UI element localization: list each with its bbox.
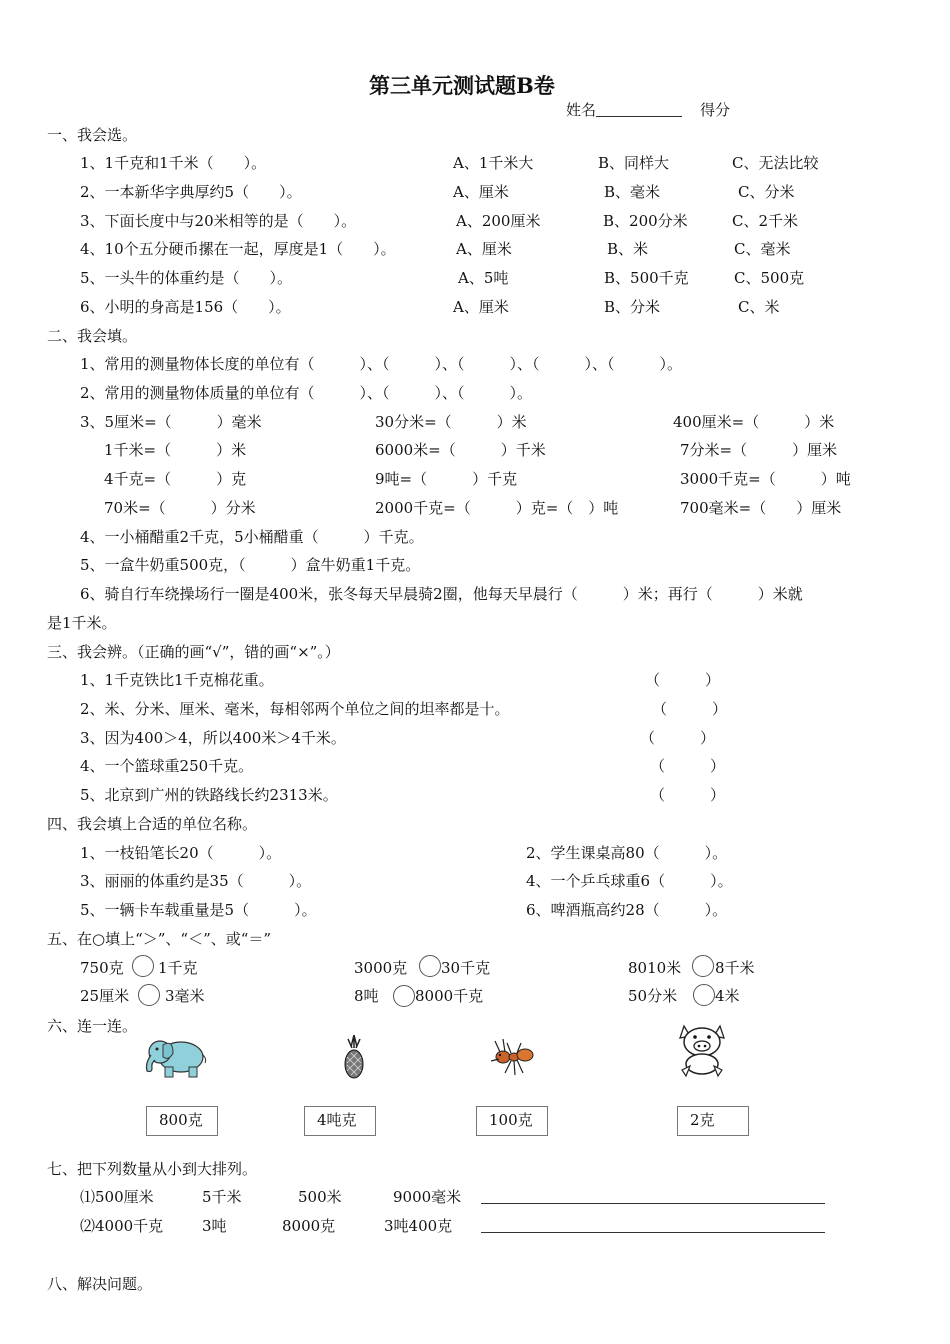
section-4-heading: 四、我会填上合适的单位名称。 (47, 815, 258, 833)
s5-r1c-right: 8千米 (715, 959, 755, 977)
s1-q4-c[interactable]: C、毫米 (734, 240, 791, 258)
s4-q6: 6、啤酒瓶高约28（ ）。 (526, 901, 728, 919)
s4-q2: 2、学生课桌高80（ ）。 (526, 844, 728, 862)
s3-q5-answer[interactable]: （ ） (650, 786, 726, 804)
s5-r1a-right: 1千克 (158, 959, 198, 977)
s5-r1b-right: 30千克 (441, 959, 491, 977)
s2-grid-r3c2: 9吨=（ ）千克 (375, 470, 518, 488)
s3-q5: 5、北京到广州的铁路线长约2313米。 (80, 786, 338, 804)
s7-r1-item2: 5千米 (202, 1188, 242, 1206)
compare-circle[interactable] (419, 955, 441, 977)
compare-circle[interactable] (132, 955, 154, 977)
page-title: 第三单元测试题B卷 (369, 73, 555, 98)
s5-r2c-left: 50分米 (628, 987, 678, 1005)
section-1-heading: 一、我会选。 (47, 126, 138, 144)
s4-q5: 5、一辆卡车载重量是5（ ）。 (80, 901, 317, 919)
s3-q1-answer[interactable]: （ ） (645, 671, 721, 689)
s1-q3-a[interactable]: A、200厘米 (456, 212, 541, 230)
s1-q4-b[interactable]: B、米 (607, 240, 649, 258)
s5-r1b-left: 3000克 (354, 959, 408, 977)
s7-r1-answer-line[interactable] (481, 1203, 825, 1204)
s2-grid-r3c3: 3000千克=（ ）吨 (680, 470, 851, 488)
s5-r2b-left: 8吨 (354, 987, 379, 1005)
s2-grid-r1c1: 3、5厘米=（ ）毫米 (80, 413, 262, 431)
s3-q2-answer[interactable]: （ ） (652, 700, 728, 718)
s1-q4: 4、10个五分硬币摞在一起，厚度是1（ ）。 (80, 240, 396, 258)
s1-q1-a[interactable]: A、1千米大 (453, 154, 534, 172)
s1-q3-b[interactable]: B、200分米 (603, 212, 688, 230)
s2-q1: 1、常用的测量物体长度的单位有（ ）、（ ）、（ ）、（ ）、（ ）。 (80, 355, 683, 373)
weight-box-800g[interactable]: 800克 (146, 1106, 218, 1136)
s3-q4-answer[interactable]: （ ） (650, 757, 726, 775)
s2-q2: 2、常用的测量物体质量的单位有（ ）、（ ）、（ ）。 (80, 384, 533, 402)
s7-r1-item3: 500米 (298, 1188, 342, 1206)
s4-q3: 3、丽丽的体重约是35（ ）。 (80, 872, 312, 890)
weight-box-4t[interactable]: 4吨克 (304, 1106, 376, 1136)
s2-grid-r4c3: 700毫米=（ ）厘米 (680, 499, 842, 517)
s2-grid-r1c3: 400厘米=（ ）米 (673, 413, 835, 431)
s5-r1a-left: 750克 (80, 959, 124, 977)
s1-q5-a[interactable]: A、5吨 (458, 269, 509, 287)
s1-q5: 5、一头牛的体重约是（ ）。 (80, 269, 293, 287)
s7-r2-item3: 8000克 (282, 1217, 336, 1235)
s1-q6: 6、小明的身高是156（ ）。 (80, 298, 291, 316)
s3-q1: 1、1千克铁比1千克棉花重。 (80, 671, 274, 689)
s2-q4: 4、一小桶醋重2千克，5小桶醋重（ ）千克。 (80, 528, 424, 546)
s2-grid-r2c1: 1千米=（ ）米 (104, 441, 247, 459)
s1-q5-b[interactable]: B、500千克 (604, 269, 689, 287)
s2-grid-r4c1: 70米=（ ）分米 (104, 499, 256, 517)
s4-q4: 4、一个乒乓球重6（ ）。 (526, 872, 733, 890)
s1-q6-b[interactable]: B、分米 (604, 298, 661, 316)
compare-circle[interactable] (393, 985, 415, 1007)
s1-q1-c[interactable]: C、无法比较 (732, 154, 819, 172)
compare-circle[interactable] (693, 984, 715, 1006)
s2-q6-line1: 6、骑自行车绕操场行一圈是400米，张冬每天早晨骑2圈，他每天早晨行（ ）米；再行（ ）米就 (80, 585, 803, 603)
s2-grid-r4c2: 2000千克=（ ）克=（ ）吨 (375, 499, 619, 517)
ant-picture[interactable] (489, 1033, 537, 1079)
weight-box-2g[interactable]: 2克 (677, 1106, 749, 1136)
s1-q6-c[interactable]: C、米 (738, 298, 780, 316)
s5-r2c-right: 4米 (715, 987, 740, 1005)
name-label: 姓名 (566, 101, 597, 119)
section-8-heading: 八、解决问题。 (47, 1275, 153, 1293)
compare-circle[interactable] (138, 984, 160, 1006)
s4-q1: 1、一枝铅笔长20（ ）。 (80, 844, 282, 862)
s2-grid-r2c3: 7分米=（ ）厘米 (680, 441, 838, 459)
s1-q1: 1、1千克和1千米（ ）。 (80, 154, 267, 172)
s5-r2a-left: 25厘米 (80, 987, 130, 1005)
score-label: 得分 (700, 101, 731, 119)
s5-r1c-left: 8010米 (628, 959, 682, 977)
s7-r2-item4: 3吨400克 (384, 1217, 453, 1235)
s2-grid-r2c2: 6000米=（ ）千米 (375, 441, 546, 459)
name-blank[interactable] (596, 102, 682, 117)
section-5-heading: 五、在○填上“＞”、“＜”、或“＝” (47, 930, 272, 948)
s3-q3: 3、因为400＞4，所以400米＞4千米。 (80, 729, 346, 747)
s7-r2-answer-line[interactable] (481, 1232, 825, 1233)
s1-q2-b[interactable]: B、毫米 (604, 183, 661, 201)
s2-grid-r1c2: 30分米=（ ）米 (375, 413, 527, 431)
s2-q6-line2: 是1千米。 (47, 614, 117, 632)
s7-r2-item1: ⑵4000千克 (80, 1217, 164, 1235)
weight-box-100g[interactable]: 100克 (476, 1106, 548, 1136)
s1-q4-a[interactable]: A、厘米 (456, 240, 512, 258)
name-field[interactable] (566, 99, 682, 120)
s7-r2-item2: 3吨 (202, 1217, 227, 1235)
section-6-heading: 六、连一连。 (47, 1017, 138, 1035)
s3-q4: 4、一个篮球重250千克。 (80, 757, 254, 775)
s3-q2: 2、米、分米、厘米、毫米，每相邻两个单位之间的坦率都是十。 (80, 700, 510, 718)
s5-r2b-right: 8000千克 (415, 987, 484, 1005)
s2-grid-r3c1: 4千克=（ ）克 (104, 470, 247, 488)
s1-q2-c[interactable]: C、分米 (738, 183, 795, 201)
s2-q5: 5、一盒牛奶重500克，（ ）盒牛奶重1千克。 (80, 556, 421, 574)
compare-circle[interactable] (692, 955, 714, 977)
section-3-heading: 三、我会辨。（正确的画“√”，错的画“×”。） (47, 643, 340, 661)
pineapple-picture[interactable] (339, 1033, 369, 1081)
elephant-picture[interactable] (143, 1033, 207, 1081)
section-7-heading: 七、把下列数量从小到大排列。 (47, 1160, 258, 1178)
s1-q6-a[interactable]: A、厘米 (453, 298, 509, 316)
s1-q3-c[interactable]: C、2千米 (732, 212, 799, 230)
s1-q2-a[interactable]: A、厘米 (453, 183, 509, 201)
s7-r1-item1: ⑴500厘米 (80, 1188, 154, 1206)
s1-q3: 3、下面长度中与20米相等的是（ ）。 (80, 212, 357, 230)
pig-picture[interactable] (676, 1020, 728, 1078)
section-2-heading: 二、我会填。 (47, 327, 138, 345)
s7-r1-item4: 9000毫米 (393, 1188, 462, 1206)
s3-q3-answer[interactable]: （ ） (640, 729, 716, 747)
s1-q2: 2、一本新华字典厚约5（ ）。 (80, 183, 302, 201)
s5-r2a-right: 3毫米 (165, 987, 205, 1005)
s1-q5-c[interactable]: C、500克 (734, 269, 805, 287)
s1-q1-b[interactable]: B、同样大 (598, 154, 670, 172)
